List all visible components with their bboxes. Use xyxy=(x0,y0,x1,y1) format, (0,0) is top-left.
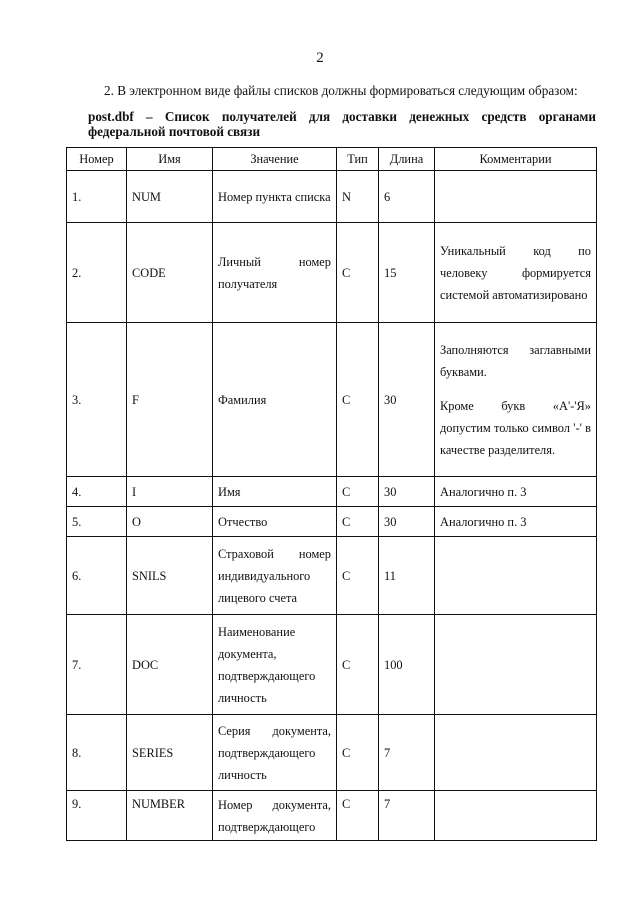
field-type: C xyxy=(337,791,379,841)
row-number: 4. xyxy=(67,477,127,507)
table-row xyxy=(67,791,597,841)
field-value: Номер документа, подтверждающего xyxy=(213,791,337,841)
field-type: C xyxy=(337,477,379,507)
row-number: 3. xyxy=(67,323,127,477)
header-length: Длина xyxy=(379,148,435,171)
field-value: Страховой номер индивидуального лицевого счета xyxy=(213,537,337,615)
field-type: C xyxy=(337,223,379,323)
table-row xyxy=(67,537,597,615)
comment-text: Аналогично п. 3 xyxy=(440,484,527,499)
header-type: Тип xyxy=(337,148,379,171)
intro-paragraph: 2. В электронном виде файлы списков должны формироваться следующим образом: xyxy=(104,83,578,98)
field-comment xyxy=(435,171,597,223)
comment-text: Уникальный код по человеку формируется системой автоматизировано xyxy=(440,243,591,302)
table-row xyxy=(67,477,597,507)
table-row xyxy=(67,323,597,477)
field-comment xyxy=(435,791,597,841)
field-length: 11 xyxy=(379,537,435,615)
field-name: CODE xyxy=(127,223,213,323)
row-number: 2. xyxy=(67,223,127,323)
field-length: 7 xyxy=(379,715,435,791)
field-value: Личный номер получателя xyxy=(213,223,337,323)
field-length: 30 xyxy=(379,477,435,507)
field-length: 100 xyxy=(379,615,435,715)
field-type: C xyxy=(337,507,379,537)
field-type: C xyxy=(337,715,379,791)
header-number: Номер xyxy=(67,148,127,171)
field-comment xyxy=(435,507,597,537)
row-number: 7. xyxy=(67,615,127,715)
field-comment xyxy=(435,715,597,791)
field-comment xyxy=(435,223,597,323)
field-comment xyxy=(435,537,597,615)
row-number: 5. xyxy=(67,507,127,537)
field-length: 30 xyxy=(379,323,435,477)
field-name: NUM xyxy=(127,171,213,223)
field-comment xyxy=(435,615,597,715)
field-value: Серия документа, подтверждающего личность xyxy=(213,715,337,791)
field-value: Отчество xyxy=(213,507,337,537)
table-row xyxy=(67,507,597,537)
comment-text: Заполняются заглавными буквами. xyxy=(440,342,591,379)
table-row xyxy=(67,715,597,791)
row-number: 6. xyxy=(67,537,127,615)
document-title: post.dbf – Список получателей для доставки денежных средств органами федеральной почтовой связи xyxy=(88,109,596,139)
field-length: 6 xyxy=(379,171,435,223)
table-row xyxy=(67,171,597,223)
field-value: Имя xyxy=(213,477,337,507)
field-name: O xyxy=(127,507,213,537)
field-value: Фамилия xyxy=(213,323,337,477)
field-name: SERIES xyxy=(127,715,213,791)
field-name: F xyxy=(127,323,213,477)
field-name: DOC xyxy=(127,615,213,715)
field-name: SNILS xyxy=(127,537,213,615)
field-length: 15 xyxy=(379,223,435,323)
field-value: Номер пункта списка xyxy=(213,171,337,223)
field-length: 7 xyxy=(379,791,435,841)
header-value: Значение xyxy=(213,148,337,171)
row-number: 8. xyxy=(67,715,127,791)
field-name: NUMBER xyxy=(127,791,213,841)
page-number: 2 xyxy=(316,50,324,66)
field-length: 30 xyxy=(379,507,435,537)
field-value: Наименование документа, подтверждающего личность xyxy=(213,615,337,715)
field-type: C xyxy=(337,537,379,615)
fields-table xyxy=(66,147,597,841)
field-type: N xyxy=(337,171,379,223)
row-number: 9. xyxy=(67,791,127,841)
table-row xyxy=(67,223,597,323)
field-comment xyxy=(435,477,597,507)
header-name: Имя xyxy=(127,148,213,171)
field-name: I xyxy=(127,477,213,507)
field-type: C xyxy=(337,615,379,715)
comment-text: Кроме букв «А'-'Я» допустим только символ '-' в качестве разделителя. xyxy=(440,398,591,457)
comment-text: Аналогично п. 3 xyxy=(440,514,527,529)
row-number: 1. xyxy=(67,171,127,223)
table-header-row xyxy=(67,148,597,171)
field-type: C xyxy=(337,323,379,477)
field-comment xyxy=(435,323,597,477)
table-row xyxy=(67,615,597,715)
header-comments: Комментарии xyxy=(435,148,597,171)
